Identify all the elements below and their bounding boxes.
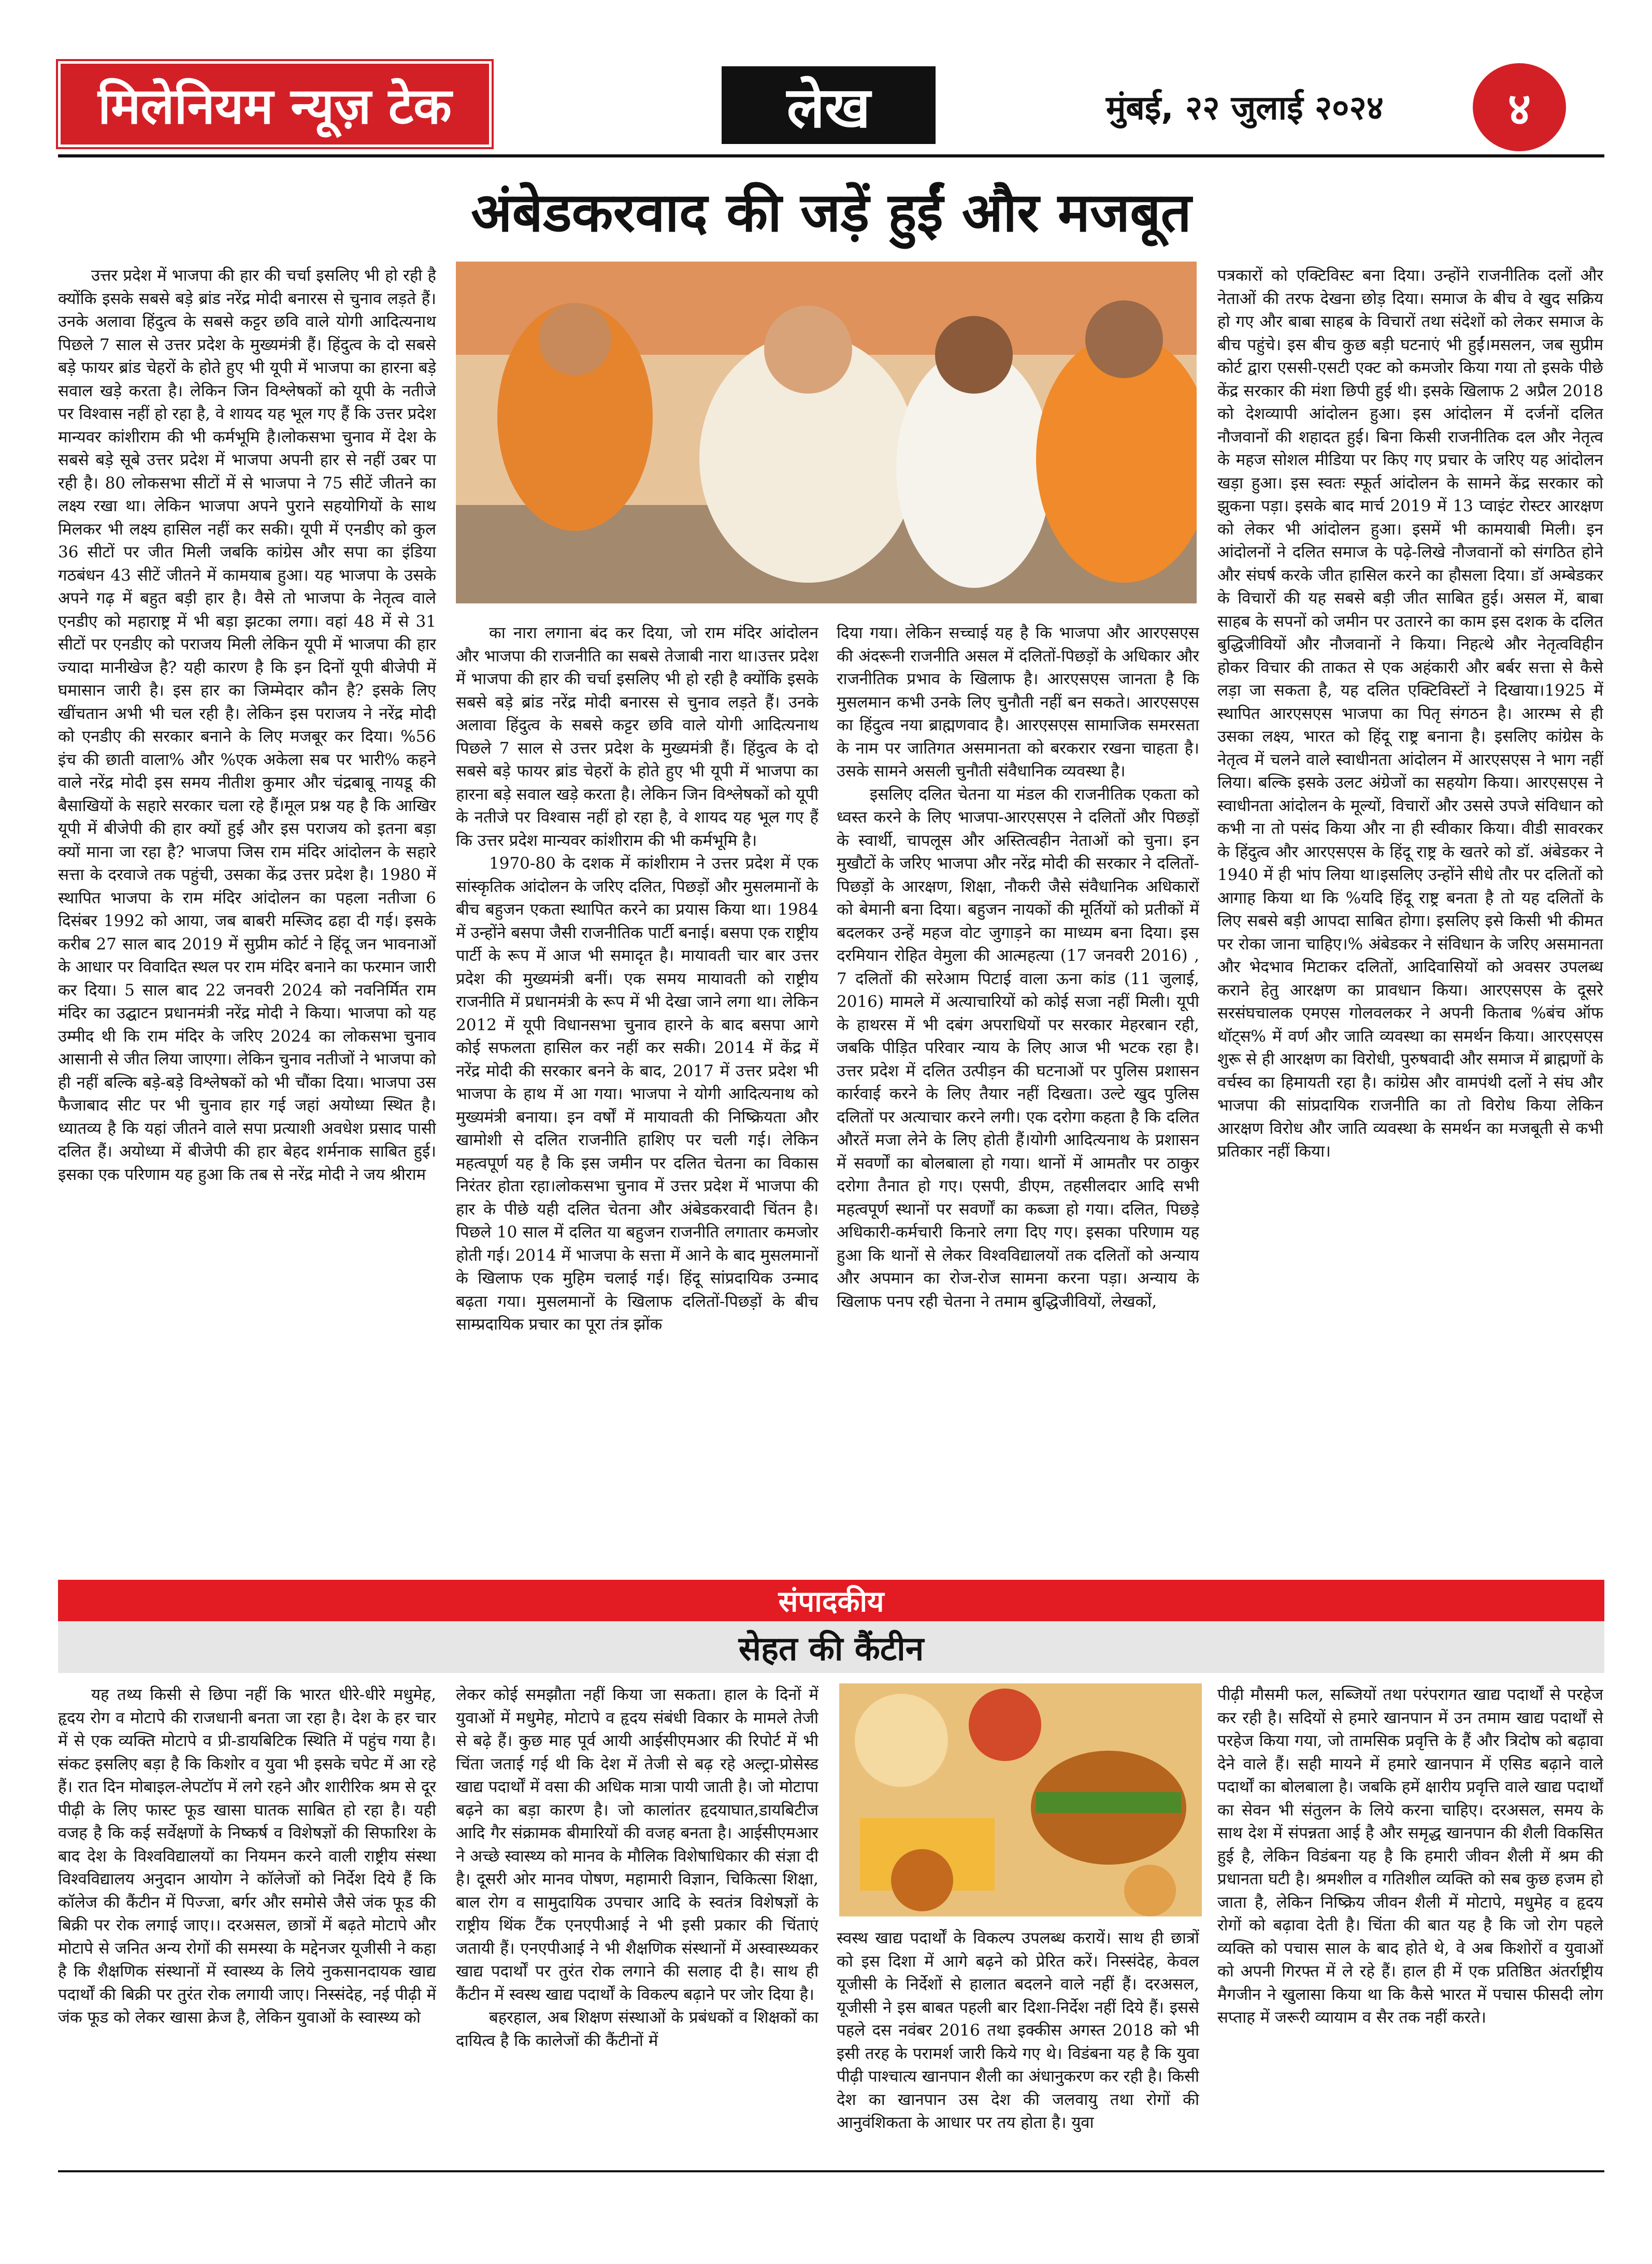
article-photo-illustration <box>456 262 1197 603</box>
masthead <box>58 61 492 147</box>
article-column-2 <box>456 622 818 1569</box>
article-column-3 <box>837 622 1199 1569</box>
editorial-title: सेहत की कैंटीन <box>738 1629 924 1668</box>
editorial-title-bar <box>58 1621 1604 1673</box>
editorial-column-2b-text: बहरहाल, अब शिक्षण संस्थाओं के प्रबंधकों व शिक्षकों का दायित्व है कि कालेजों की कैंटीनों में <box>456 2008 818 2050</box>
editorial-photo-illustration <box>839 1683 1202 1916</box>
editorial-column-1 <box>58 1683 436 2160</box>
page-number <box>1473 63 1566 151</box>
article-column-1 <box>58 264 436 1569</box>
article-column-2b-text: 1970-80 के दशक में कांशीराम ने उत्तर प्रदेश में एक सांस्कृतिक आंदोलन के जरिए दलित, पिछड़ों और मुसलमानों के बीच बहुजन एकता स्थापित करने का प्रयास किया था। 1984 में उन्होंने बसपा जैसी राजनीतिक पार्टी बनाई। बसपा एक राष्ट्रीय पार्टी के रूप में आज भी समादृत है। मायावती चार बार उत्तर प्रदेश की मुख्यमंत्री बनीं। एक समय मायावती को राष्ट्रीय राजनीति में प्रधानमंत्री के रूप में भी देखा जाने लगा था। लेकिन 2012 में यूपी विधानसभा चुनाव हारने के बाद बसपा आगे कोई सफलता हासिल कर नहीं कर सकी। 2014 में केंद्र में नरेंद्र मोदी की सरकार बनने के बाद, 2017 में उत्तर प्रदेश भी भाजपा के हाथ में आ गया। भाजपा ने योगी आदित्यनाथ को मुख्यमंत्री बनाया। इन वर्षों में मायावती की निष्क्रियता और खामोशी से दलित राजनीति हाशिए पर चली गई। लेकिन महत्वपूर्ण यह है कि इस जमीन पर दलित चेतना का विकास निरंतर होता रहा।लोकसभा चुनाव में उत्तर प्रदेश में भाजपा की हार के पीछे यही दलित चेतना और अंबेडकरवादी चिंतन है। पिछले 10 साल में दलित या बहुजन राजनीति लगातार कमजोर होती गई। 2014 में भाजपा के सत्ता में आने के बाद मुसलमानों के खिलाफ एक मुहिम चलाई गई। हिंदू सांप्रदायिक उन्माद बढ़ता गया। मुसलमानों के खिलाफ दलितों-पिछड़ों के बीच साम्प्रदायिक प्रचार का पूरा तंत्र झोंक <box>456 854 818 1334</box>
editorial-photo <box>839 1683 1202 1916</box>
section-label-text: लेख <box>786 75 871 140</box>
editorial-column-2 <box>456 1683 818 2160</box>
article-headline: अंबेडकरवाद की जड़ें हुईं और मजबूत <box>471 180 1191 244</box>
article-column-4 <box>1217 264 1603 1569</box>
article-column-3-text: दिया गया। लेकिन सच्चाई यह है कि भाजपा और आरएसएस की अंदरूनी राजनीति असल में दलितों-पिछड़ों के अधिकार और राजनीतिक प्रभाव के खिलाफ है। आरएसएस जानता है कि मुसलमान कभी उनके लिए चुनौती नहीं बन सकते। आरएसएस का हिंदुत्व नया ब्राह्मणवाद है। आरएसएस सामाजिक समरसता के नाम पर जातिगत असमानता को बरकरार रखना चाहता है। उसके सामने असली चुनौती संवैधानिक व्यवस्था है। <box>837 624 1199 781</box>
editorial-label-bar <box>58 1580 1604 1621</box>
page-number-text: ४ <box>1507 83 1531 135</box>
article-column-4-text: पत्रकारों को एक्टिविस्ट बना दिया। उन्होंने राजनीतिक दलों और नेताओं की तरफ देखना छोड़ दिया। समाज के बीच वे खुद सक्रिय हो गए और बाबा साहब के विचारों तथा संदेशों को लेकर समाज के बीच पहुंचे। इस बीच कुछ बड़ी घटनाएं भी हुईं।मसलन, जब सुप्रीम कोर्ट द्वारा एससी-एसटी एक्ट को कमजोर किया गया तो इसके पीछे केंद्र सरकार की मंशा छिपी हुई थी। इसके खिलाफ 2 अप्रैल 2018 को देशव्यापी आंदोलन हुआ। इस आंदोलन में दर्जनों दलित नौजवानों की शहादत हुई। बिना किसी राजनीतिक दल और नेतृत्व के महज सोशल मीडिया पर किए गए प्रचार के जरिए यह आंदोलन खड़ा हुआ। इस स्वतः स्फूर्त आंदोलन के सामने केंद्र सरकार को झुकना पड़ा। इसके बाद मार्च 2019 में 13 प्वाइंट रोस्टर आरक्षण को लेकर भी आंदोलन हुआ। इसमें भी कामयाबी मिली। इन आंदोलनों ने दलित समाज के पढ़े-लिखे नौजवानों को संगठित होने और संघर्ष करके जीत हासिल करने का हौसला दिया। डॉ अम्बेडकर के विचारों की यह सबसे बड़ी जीत साबित हुई। असल में, बाबा साहब के सपनों को जमीन पर उतारने का काम इस दशक के दलित बुद्धिजीवियों और नौजवानों ने किया। निहत्थे और नेतृत्वविहीन होकर विचार की ताकत से एक अहंकारी और बर्बर सत्ता से कैसे लड़ा जा सकता है, यह दलित एक्टिविस्टों ने दिखाया।1925 में स्थापित आरएसएस भाजपा का पितृ संगठन है। आरम्भ से ही उसका लक्ष्य, भारत को हिंदू राष्ट्र बनाना है। इसलिए कांग्रेस के नेतृत्व में चलने वाले स्वाधीनता आंदोलन में आरएसएस ने भाग नहीं लिया। बल्कि इसके उलट अंग्रेजों का सहयोग किया। आरएसएस ने स्वाधीनता आंदोलन के मूल्यों, विचारों और उससे उपजे संविधान को कभी ना तो पसंद किया और ना ही स्वीकार किया। वीडी सावरकर के हिंदुत्व और आरएसएस के हिंदू राष्ट्र के खतरे को डॉ. अंबेडकर ने 1940 में ही भांप लिया था।इसलिए उन्होंने सीधे तौर पर दलितों को आगाह किया था कि %यदि हिंदू राष्ट्र बनता है तो यह दलितों के लिए सबसे बड़ी आपदा साबित होगा। इसलिए इसे किसी भी कीमत पर रोका जाना चाहिए।% अंबेडकर ने संविधान के जरिए असमानता और भेदभाव मिटाकर दलितों, आदिवासियों को अवसर उपलब्ध कराने हेतु आरक्षण का प्रावधान किया। आरएसएस के दूसरे सरसंघचालक एमएस गोलवलकर ने अपनी किताब %बंच ऑफ थॉट्स% में वर्ण और जाति व्यवस्था का समर्थन किया। आरएसएस शुरू से ही आरक्षण का विरोधी, पुरुषवादी और समाज में ब्राह्मणों के वर्चस्व का हिमायती रहा है। कांग्रेस और वामपंथी दलों ने संघ और भाजपा की सांप्रदायिक राजनीति का तो विरोध किया लेकिन आरक्षण विरोध और जाति व्यवस्था के समर्थन का मजबूती से कभी प्रतिकार नहीं किया। <box>1217 266 1603 1161</box>
article-photo <box>456 262 1197 603</box>
issue-date-text: मुंबई, २२ जुलाई २०२४ <box>1106 89 1384 127</box>
editorial-column-4-text: पीढ़ी मौसमी फल, सब्जियों तथा परंपरागत खाद्य पदार्थों से परहेज कर रही है। सदियों से हमारे खानपान में उन तमाम खाद्य पदार्थों से परहेज किया गया, जो तामसिक प्रवृत्ति के हैं और त्रिदोष को बढ़ावा देने वाले हैं। सही मायने में हमारे खानपान में एसिड बढ़ाने वाले पदार्थों का बोलबाला है। जबकि हमें क्षारीय प्रवृत्ति वाले खाद्य पदार्थों का सेवन भी संतुलन के लिये करना चाहिए। दरअसल, समय के साथ देश में संपन्नता आई है और समृद्ध खानपान की शैली विकसित हुई है, लेकिन विडंबना यह है कि हमारी जीवन शैली में श्रम की प्रधानता घटी है। श्रमशील व गतिशील व्यक्ति को सब कुछ हजम हो जाता है, लेकिन निष्क्रिय जीवन शैली में मोटापे, मधुमेह व हृदय रोगों को बढ़ावा देती है। चिंता की बात यह है कि जो रोग पहले व्यक्ति को पचास साल के बाद होते थे, वे अब किशोरों व युवाओं को अपनी गिरफ्त में ले रहे हैं। हाल ही में एक प्रतिष्ठित अंतर्राष्ट्रीय मैगजीन ने खुलासा किया था कि कैसे भारत में पचास फीसदी लोग सप्ताह में जरूरी व्यायाम व सैर तक नहीं करते। <box>1217 1685 1603 2027</box>
editorial-label: संपादकीय <box>778 1585 884 1619</box>
article-column-2-text: का नारा लगाना बंद कर दिया, जो राम मंदिर आंदोलन और भाजपा की राजनीति का सबसे तेजाबी नारा था।उत्तर प्रदेश में भाजपा की हार की चर्चा इसलिए भी हो रही है क्योंकि इसके सबसे बड़े ब्रांड नरेंद्र मोदी बनारस से चुनाव लड़ते हैं। उनके अलावा हिंदुत्व के सबसे कट्टर छवि वाले योगी आदित्यनाथ पिछले 7 साल से उत्तर प्रदेश के मुख्यमंत्री हैं। हिंदुत्व के दो सबसे बड़े फायर ब्रांड चेहरों के होते हुए भी यूपी में भाजपा का हारना बड़े सवाल खड़े करता है। लेकिन जिन विश्लेषकों को यूपी के नतीजे पर विश्वास नहीं हो रहा है, वे शायद यह भूल गए हैं कि उत्तर प्रदेश मान्यवर कांशीराम की भी कर्मभूमि है। <box>456 624 818 850</box>
issue-date <box>1106 78 1453 135</box>
editorial-column-1-text: यह तथ्य किसी से छिपा नहीं कि भारत धीरे-धीरे मधुमेह, हृदय रोग व मोटापे की राजधानी बनता जा रहा है। देश के हर चार में से एक व्यक्ति मोटापे व प्री-डायबिटिक स्थिति में पहुंच गया है। संकट इसलिए बड़ा है कि किशोर व युवा भी इसके चपेट में आ रहे हैं। रात दिन मोबाइल-लेपटॉप में लगे रहने और शारीरिक श्रम से दूर पीढ़ी के लिए फास्ट फूड खासा घातक साबित हो रहा है। यही वजह है कि कई सर्वेक्षणों के निष्कर्ष व विशेषज्ञों की सिफारिश के बाद देश के विश्वविद्यालयों का नियमन करने वाली राष्ट्रीय संस्था विश्वविद्यालय अनुदान आयोग ने कॉलेजों को निर्देश दिये हैं कि कॉलेज की कैंटीन में पिज्जा, बर्गर और समोसे जैसे जंक फूड की बिक्री पर रोक लगाई जाए।। दरअसल, छात्रों में बढ़ते मोटापे और मोटापे से जनित अन्य रोगों की समस्या के मद्देनजर यूजीसी ने कहा है कि शैक्षणिक संस्थानों में स्वास्थ्य के लिये नुकसानदायक खाद्य पदार्थों की बिक्री पर तुरंत रोक लगायी जाए। निस्संदेह, नई पीढ़ी में जंक फूड को लेकर खासा क्रेज है, लेकिन युवाओं के स्वास्थ्य को <box>58 1685 436 2027</box>
editorial-column-2-text: लेकर कोई समझौता नहीं किया जा सकता। हाल के दिनों में युवाओं में मधुमेह, मोटापे व हृदय संबंधी विकार के मामले तेजी से बढ़े हैं। कुछ माह पूर्व आयी आईसीएमआर की रिपोर्ट में भी चिंता जताई गई थी कि देश में तेजी से बढ़ रहे अल्ट्रा-प्रोसेस्ड खाद्य पदार्थों में वसा की अधिक मात्रा पायी जाती है। जो मोटापा बढ़ने का बड़ा कारण है। जो कालांतर हृदयाघात,डायबिटीज आदि गैर संक्रामक बीमारियों की वजह बनता है। आईसीएमआर ने अच्छे स्वास्थ्य को मानव के मौलिक विशेषाधिकार की संज्ञा दी है। दूसरी ओर मानव पोषण, महामारी विज्ञान, चिकित्सा शिक्षा, बाल रोग व सामुदायिक उपचार आदि के स्वतंत्र विशेषज्ञों के राष्ट्रीय थिंक टैंक एनएपीआई ने भी इसी प्रकार की चिंताएं जतायी हैं। एनएपीआई ने भी शैक्षणिक संस्थानों में अस्वास्थ्यकर खाद्य पदार्थों पर तुरंत रोक लगाने की सलाह दी है। साथ ही कैंटीन में स्वस्थ खाद्य पदार्थों के विकल्प बढ़ाने पर जोर दिया है। <box>456 1685 818 2004</box>
article-column-3b-text: इसलिए दलित चेतना या मंडल की राजनीतिक एकता को ध्वस्त करने के लिए भाजपा-आरएसएस ने दलितों और पिछड़ों के स्वार्थी, चापलूस और अस्तित्वहीन नेताओं को चुना। इन मुखौटों के जरिए भाजपा और नरेंद्र मोदी की सरकार ने दलितों-पिछड़ों के आरक्षण, शिक्षा, नौकरी जैसे संवैधानिक अधिकारों को बेमानी बना दिया। बहुजन नायकों की मूर्तियों को प्रतीकों में बदलकर उन्हें महज वोट जुगाड़ने का माध्यम बना दिया। इस दरमियान रोहित वेमुला की आत्महत्या (17 जनवरी 2016) , 7 दलितों की सरेआम पिटाई वाला ऊना कांड (11 जुलाई, 2016) मामले में अत्याचारियों को कोई सजा नहीं मिली। यूपी के हाथरस में भी दबंग अपराधियों पर सरकार मेहरबान रही, जबकि पीड़ित परिवार न्याय के लिए आज भी भटक रहा है। उत्तर प्रदेश में दलित उत्पीड़न की घटनाओं पर पुलिस प्रशासन कार्रवाई करने के लिए तैयार नहीं दिखता। उल्टे खुद पुलिस दलितों पर अत्याचार करने लगी। एक दरोगा कहता है कि दलित औरतें मजा लेने के लिए होती हैं।योगी आदित्यनाथ के प्रशासन में सवर्णों का बोलबाला हो गया। थानों में आमतौर पर ठाकुर दरोगा तैनात हो गए। एसपी, डीएम, तहसीलदार आदि सभी महत्वपूर्ण स्थानों पर सवर्णों का कब्जा हो गया। दलित, पिछड़े अधिकारी-कर्मचारी किनारे लगा दिए गए। इसका परिणाम यह हुआ कि थानों से लेकर विश्वविद्यालयों तक दलितों को अन्याय और अपमान का रोज-रोज सामना करना पड़ा। अन्याय के खिलाफ पनप रही चेतना ने तमाम बुद्धिजीवियों, लेखकों, <box>837 785 1199 1311</box>
editorial-column-4 <box>1217 1683 1603 2160</box>
editorial-column-3 <box>837 1927 1199 2160</box>
editorial-column-3-text: स्वस्थ खाद्य पदार्थों के विकल्प उपलब्ध करायें। साथ ही छात्रों को इस दिशा में आगे बढ़ने को प्रेरित करें। निस्संदेह, केवल यूजीसी के निर्देशों से हालात बदलने वाले नहीं हैं। दरअसल, यूजीसी ने इस बाबत पहली बार दिशा-निर्देश नहीं दिये हैं। इससे पहले दस नवंबर 2016 तथा इक्कीस अगस्त 2018 को भी इसी तरह के परामर्श जारी किये गए थे। विडंबना यह है कि युवा पीढ़ी पाश्चात्य खानपान शैली का अंधानुकरण कर रही है। किसी देश का खानपान उस देश की जलवायु तथा रोगों की आनुवंशिकता के आधार पर तय होता है। युवा <box>837 1929 1199 2132</box>
article-column-1-text: उत्तर प्रदेश में भाजपा की हार की चर्चा इसलिए भी हो रही है क्योंकि इसके सबसे बड़े ब्रांड नरेंद्र मोदी बनारस से चुनाव लड़ते हैं। उनके अलावा हिंदुत्व के सबसे कट्टर छवि वाले योगी आदित्यनाथ पिछले 7 साल से उत्तर प्रदेश के मुख्यमंत्री हैं। हिंदुत्व के दो सबसे बड़े फायर ब्रांड चेहरों के होते हुए भी यूपी में भाजपा का हारना बड़े सवाल खड़े करता है। लेकिन जिन विश्लेषकों को यूपी के नतीजे पर विश्वास नहीं हो रहा है, वे शायद यह भूल गए हैं कि उत्तर प्रदेश मान्यवर कांशीराम की भी कर्मभूमि है।लोकसभा चुनाव में देश के सबसे बड़े सूबे उत्तर प्रदेश में भाजपा अपनी हार से नहीं उबर पा रही है। 80 लोकसभा सीटों में से भाजपा ने 75 सीटें जीतने का लक्ष्य रखा था। लेकिन भाजपा अपने पुराने सहयोगियों के साथ मिलकर भी लक्ष्य हासिल नहीं कर सकी। यूपी में एनडीए को कुल 36 सीटों पर जीत मिली जबकि कांग्रेस और सपा का इंडिया गठबंधन 43 सीटें जीतने में कामयाब हुआ। यह भाजपा के उसके अपने गढ़ में बहुत बड़ी हार है। वैसे तो भाजपा के नेतृत्व वाले एनडीए को महाराष्ट्र में भी बड़ा झटका लगा। वहां 48 में से 31 सीटों पर एनडीए को पराजय मिली लेकिन यूपी में भाजपा की हार ज्यादा मानीखेज है? यही कारण है कि इन दिनों यूपी बीजेपी में घमासान जारी है। इस हार का जिम्मेदार कौन है? इसके लिए खींचतान अभी भी चल रही है। लेकिन इस पराजय ने नरेंद्र मोदी को एनडीए की सरकार बनाने के लिए मजबूर कर दिया। %56 इंच की छाती वाला% और %एक अकेला सब पर भारी% कहने वाले नरेंद्र मोदी इस समय नीतीश कुमार और चंद्रबाबू नायडू की बैसाखियों के सहारे सरकार चला रहे हैं।मूल प्रश्न यह है कि आखिर यूपी में बीजेपी की हार क्यों हुई और इस पराजय को इतना बड़ा क्यों माना जा रहा है? भाजपा जिस राम मंदिर आंदोलन के सहारे सत्ता के दरवाजे तक पहुंची, उसका केंद्र उत्तर प्रदेश है। 1980 में स्थापित भाजपा के राम मंदिर आंदोलन का पहला नतीजा 6 दिसंबर 1992 को आया, जब बाबरी मस्जिद ढहा दी गई। इसके करीब 27 साल बाद 2019 में सुप्रीम कोर्ट ने हिंदू जन भावनाओं के आधार पर विवादित स्थल पर राम मंदिर बनाने का फरमान जारी कर दिया। 5 साल बाद 22 जनवरी 2024 को नवनिर्मित राम मंदिर का उद्घाटन प्रधानमंत्री नरेंद्र मोदी ने किया। भाजपा को यह उम्मीद थी कि राम मंदिर के जरिए 2024 का लोकसभा चुनाव आसानी से जीत लिया जाएगा। लेकिन चुनाव नतीजों ने भाजपा को ही नहीं बल्कि बड़े-बड़े विश्लेषकों को भी चौंका दिया। भाजपा उस फैजाबाद सीट पर भी चुनाव हार गई जहां अयोध्या स्थित है। ध्यातव्य है कि यहां जीतने वाले सपा प्रत्याशी अवधेश प्रसाद पासी दलित हैं। अयोध्या में बीजेपी की हार बेहद शर्मनाक साबित हुई। इसका एक परिणाम यह हुआ कि तब से नरेंद्र मोदी ने जय श्रीराम <box>58 266 436 1184</box>
footer-rule <box>58 2170 1604 2172</box>
section-label <box>722 66 936 144</box>
header-rule <box>58 154 1604 157</box>
masthead-text: मिलेनियम न्यूज़ टेक <box>98 77 452 135</box>
